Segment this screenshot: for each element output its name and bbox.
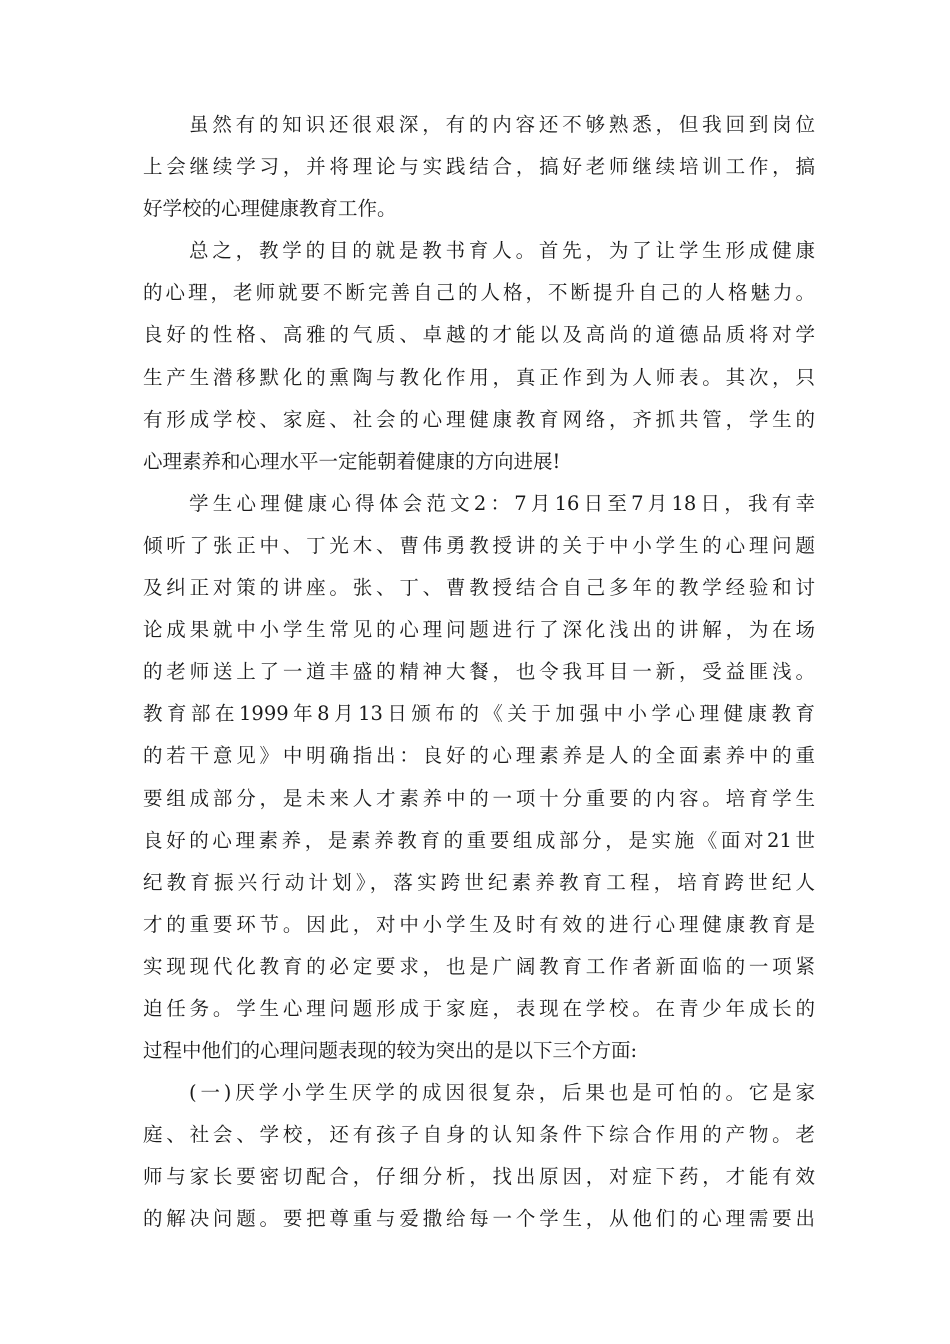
text-line: 倾听了张正中、丁光木、曹伟勇教授讲的关于中小学生的心理问题 bbox=[143, 533, 815, 557]
text-line: 纪教育振兴行动计划》，落实跨世纪素养教育工程，培育跨世纪人 bbox=[143, 870, 815, 894]
text-line: 教育部在1999年8月13日颁布的《关于加强中小学心理健康教育 bbox=[143, 702, 815, 726]
text-line: 虽然有的知识还很艰深，有的内容还不够熟悉，但我回到岗位 bbox=[189, 113, 815, 136]
text-line: 论成果就中小学生常见的心理问题进行了深化浅出的讲解，为在场 bbox=[143, 618, 815, 642]
text-line: 有形成学校、家庭、社会的心理健康教育网络，齐抓共管，学生的 bbox=[143, 407, 815, 431]
text-line: 才的重要环节。因此，对中小学生及时有效的进行心理健康教育是 bbox=[143, 912, 815, 936]
text-line: 迫任务。学生心理问题形成于家庭，表现在学校。在青少年成长的 bbox=[143, 996, 815, 1020]
text-line: (一)厌学小学生厌学的成因很复杂，后果也是可怕的。它是家 bbox=[189, 1081, 815, 1105]
text-line: 好学校的心理健康教育工作。 bbox=[143, 197, 397, 221]
text-line: 的解决问题。要把尊重与爱撒给每一个学生，从他们的心理需要出 bbox=[143, 1207, 815, 1231]
text-line: 良好的心理素养，是素养教育的重要组成部分，是实施《面对21世 bbox=[143, 828, 815, 852]
text-line: 总之，教学的目的就是教书育人。首先，为了让学生形成健康 bbox=[189, 239, 815, 263]
text-line: 要组成部分，是未来人才素养中的一项十分重要的内容。培育学生 bbox=[143, 786, 815, 810]
text-line: 过程中他们的心理问题表现的较为突出的是以下三个方面: bbox=[143, 1039, 638, 1063]
document-page bbox=[143, 104, 815, 1241]
text-line: 的若干意见》中明确指出：良好的心理素养是人的全面素养中的重 bbox=[143, 744, 815, 768]
text-line: 及纠正对策的讲座。张、丁、曹教授结合自己多年的教学经验和讨 bbox=[143, 576, 815, 600]
text-line: 心理素养和心理水平一定能朝着健康的方向进展! bbox=[143, 449, 561, 473]
text-line: 的老师送上了一道丰盛的精神大餐，也令我耳目一新，受益匪浅。 bbox=[143, 660, 815, 684]
text-line: 的心理，老师就要不断完善自己的人格，不断提升自己的人格魅力。 bbox=[143, 281, 815, 305]
text-line: 学生心理健康心得体会范文2：7月16日至7月18日，我有幸 bbox=[189, 491, 815, 515]
text-line: 实现现代化教育的必定要求，也是广阔教育工作者新面临的一项紧 bbox=[143, 954, 815, 978]
text-line: 上会继续学习，并将理论与实践结合，搞好老师继续培训工作，搞 bbox=[143, 155, 815, 179]
text-line: 良好的性格、高雅的气质、卓越的才能以及高尚的道德品质将对学 bbox=[143, 323, 815, 347]
text-line: 庭、社会、学校，还有孩子自身的认知条件下综合作用的产物。老 bbox=[143, 1123, 815, 1147]
text-line: 师与家长要密切配合，仔细分析，找出原因，对症下药，才能有效 bbox=[143, 1165, 815, 1189]
text-line: 生产生潜移默化的熏陶与教化作用，真正作到为人师表。其次，只 bbox=[143, 365, 815, 389]
